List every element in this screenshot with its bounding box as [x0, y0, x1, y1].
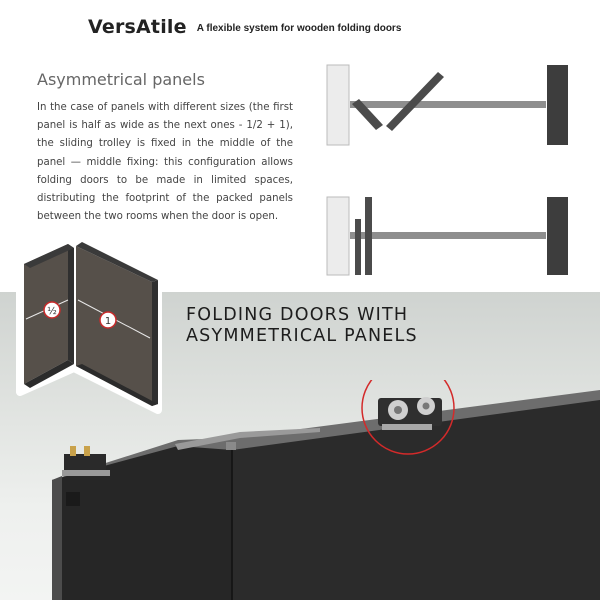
sliding-trolley — [378, 397, 442, 430]
wall-right — [547, 197, 568, 275]
panel-full-packed — [365, 197, 372, 275]
section-body: In the case of panels with different sizes (the first panel is half as wide as the next ones - 1/2 + 1), the sliding trolley is fixed in the middle of the panel — middle fixing: this configuration allows folding doors to be made in limited spaces, distributing the footprint of the packed panels between the two rooms when the door is open. — [37, 102, 293, 223]
rail — [350, 232, 546, 239]
page-header — [88, 14, 401, 38]
brand-logo: VersAtile — [88, 16, 187, 38]
photo-title-line2: ASYMMETRICAL PANELS — [186, 326, 418, 346]
wall-right — [547, 65, 568, 145]
door-left-notch — [66, 492, 80, 506]
diagram-folding-open — [325, 62, 573, 152]
half-label: ½ — [47, 306, 57, 317]
hinge-hardware-left — [62, 446, 110, 476]
door-photo — [0, 380, 600, 600]
rail — [350, 101, 546, 108]
panel-half-packed — [355, 219, 361, 275]
section-title: Asymmetrical panels — [37, 70, 205, 89]
door-left-edge — [52, 476, 62, 600]
diagram-folding-packed — [325, 194, 573, 278]
wall-left — [327, 65, 349, 145]
photo-title-line1: FOLDING DOORS WITH — [186, 305, 409, 325]
one-label: 1 — [104, 316, 112, 327]
brand-tagline: A flexible system for wooden folding doors — [196, 23, 402, 34]
pivot-fitting — [226, 442, 236, 450]
half-panel-edge — [68, 244, 74, 364]
wall-left — [327, 197, 349, 275]
photo-title — [186, 305, 418, 347]
